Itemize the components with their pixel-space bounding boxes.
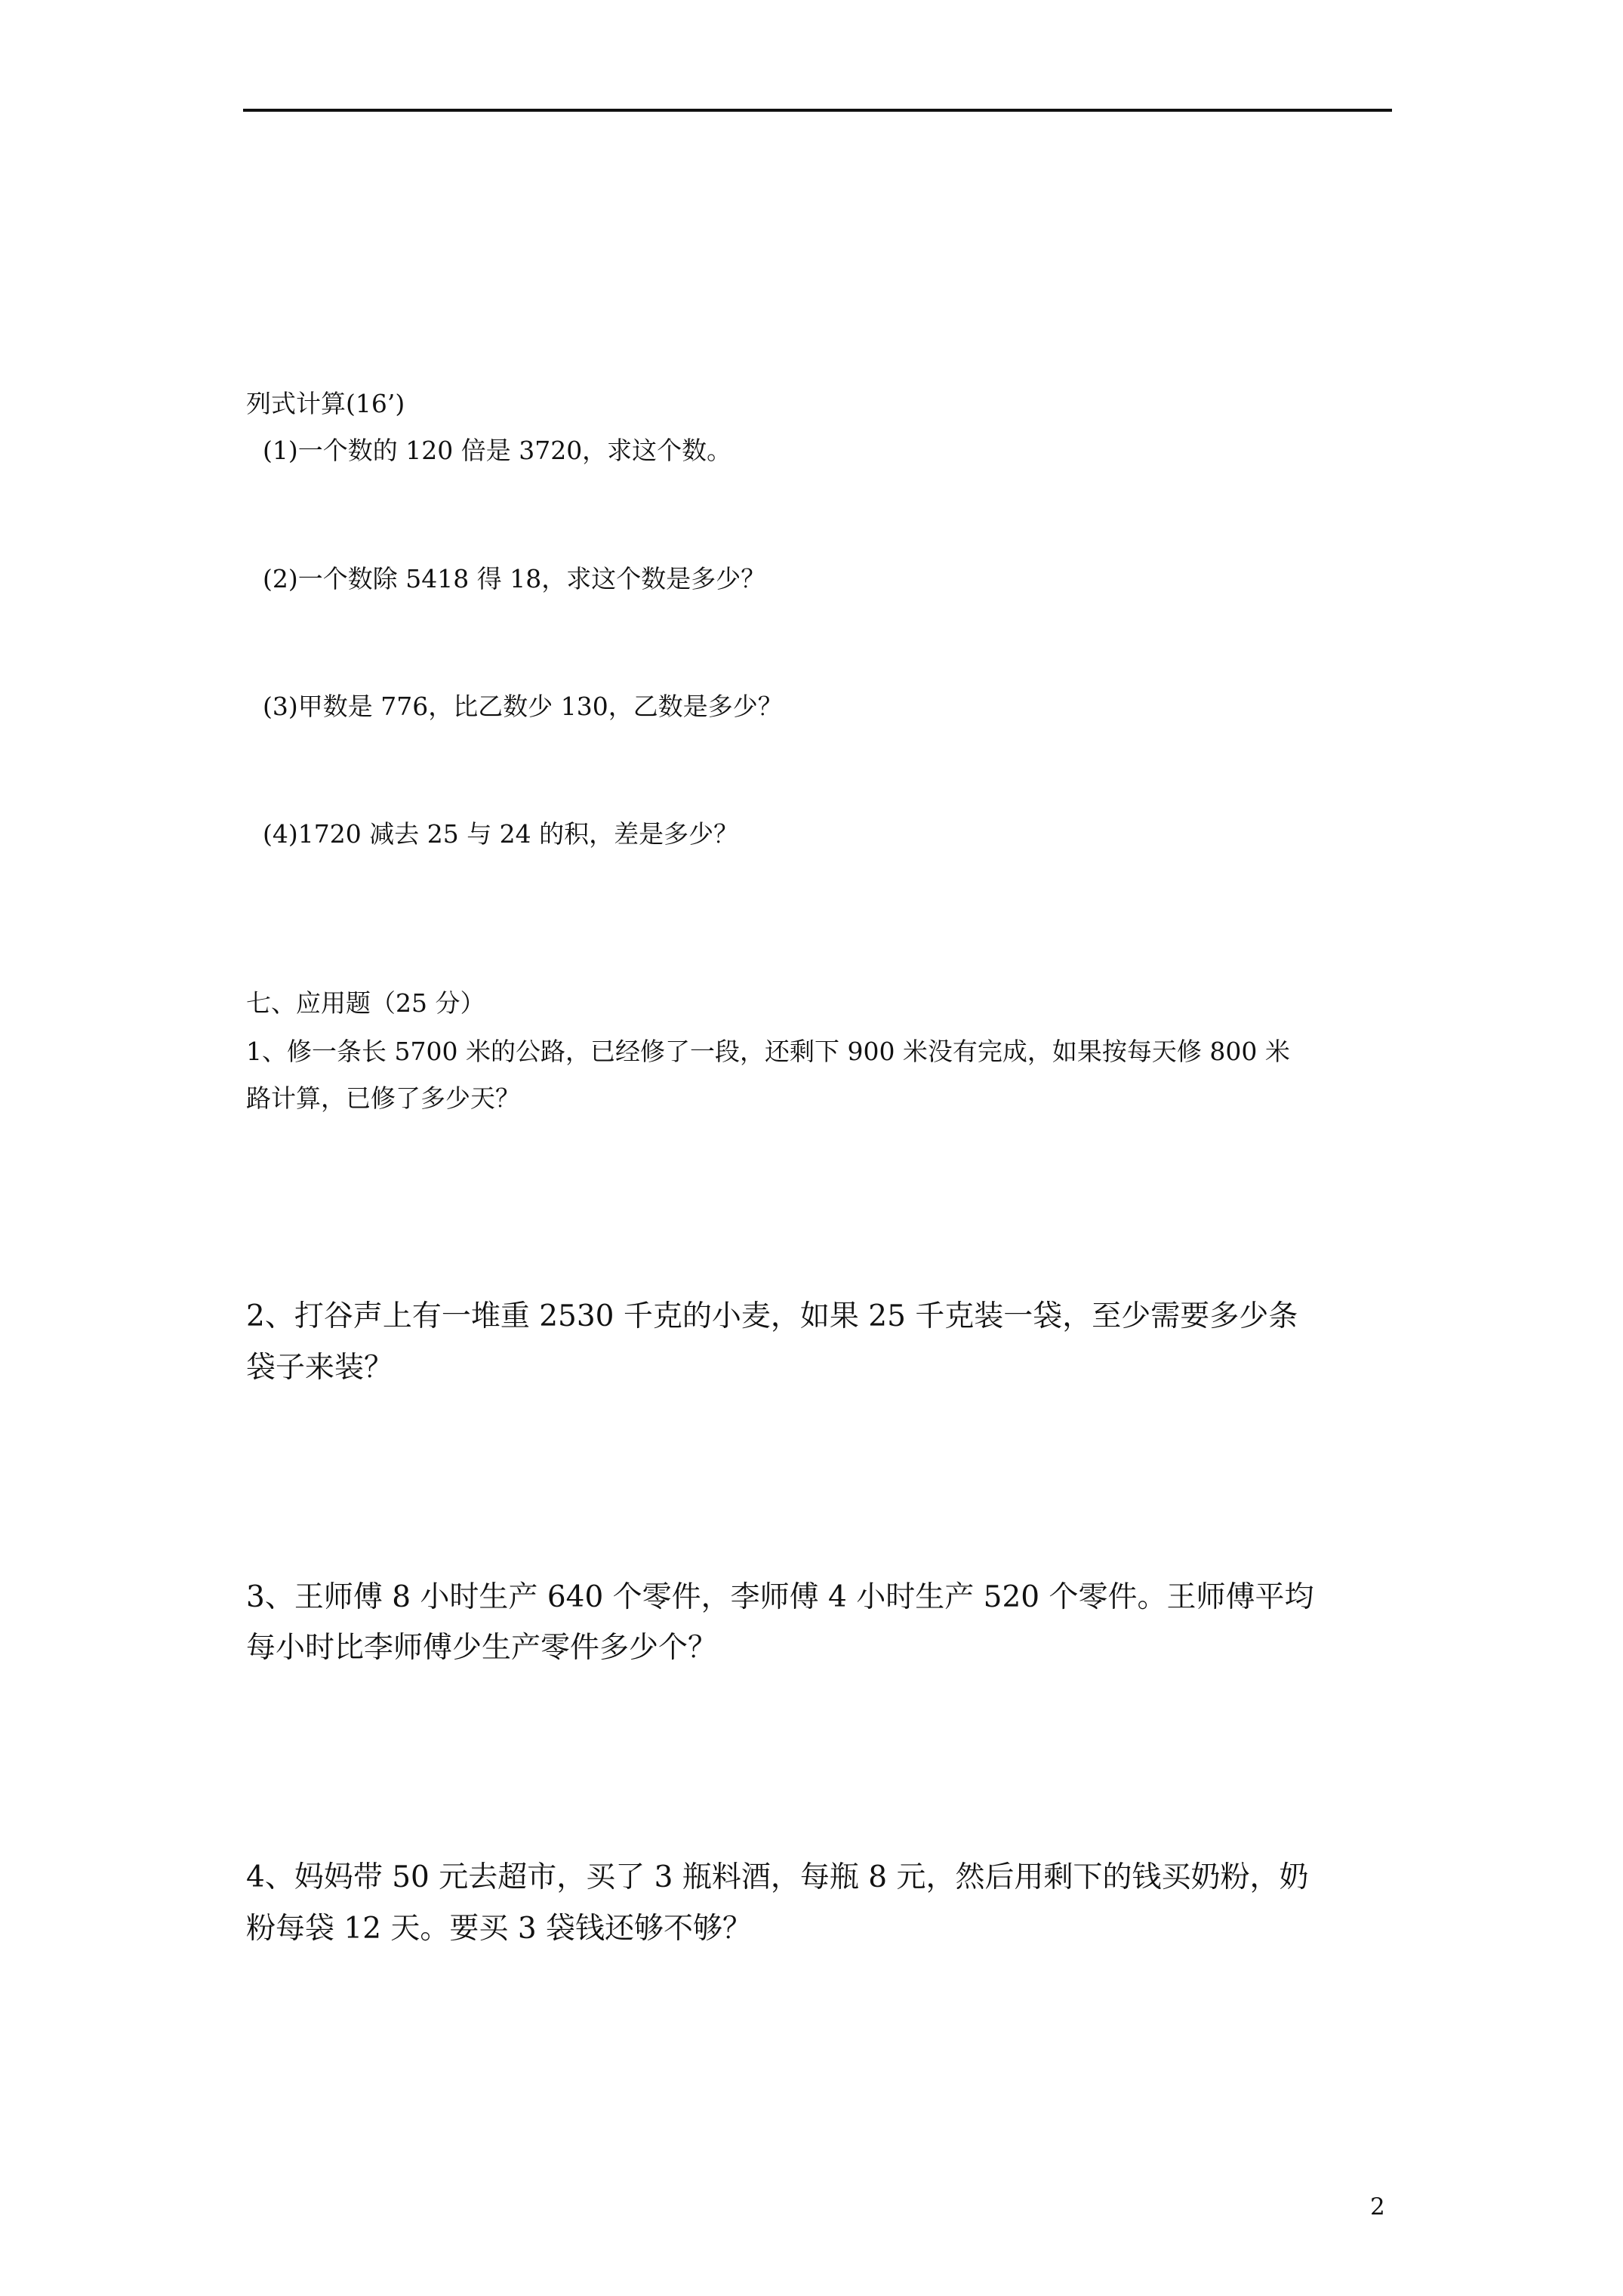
calculation-item-1: (1)一个数的 120 倍是 3720，求这个数。 (263, 436, 732, 465)
problem-1-line-1: 1、修一条长 5700 米的公路，已经修了一段，还剩下 900 米没有完成，如果按每天修 800 米 (246, 1037, 1290, 1066)
problem-3-line-1: 3、王师傅 8 小时生产 640 个零件，李师傅 4 小时生产 520 个零件。王师傅平均 (246, 1580, 1314, 1614)
problem-3-line-2: 每小时比李师傅少生产零件多少个？ (246, 1631, 718, 1665)
section-heading-applications: 七、应用题（25 分） (246, 988, 485, 1018)
problem-2-line-2: 袋子来装？ (246, 1351, 394, 1385)
calculation-item-2: (2)一个数除 5418 得 18，求这个数是多少？ (263, 564, 766, 593)
section-heading-calculation: 列式计算(16’) (246, 389, 405, 418)
problem-4-line-2: 粉每袋 12 天。要买 3 袋钱还够不够？ (246, 1912, 753, 1946)
calculation-item-4: (4)1720 减去 25 与 24 的积，差是多少？ (263, 819, 739, 849)
problem-1-line-2: 路计算，已修了多少天？ (246, 1083, 520, 1113)
problem-2-line-1: 2、打谷声上有一堆重 2530 千克的小麦，如果 25 千克装一袋，至少需要多少条 (246, 1299, 1298, 1333)
page-number: 2 (1370, 2193, 1385, 2220)
problem-4-line-1: 4、妈妈带 50 元去超市，买了 3 瓶料酒，每瓶 8 元，然后用剩下的钱买奶粉，奶 (246, 1860, 1309, 1894)
calculation-item-3: (3)甲数是 776，比乙数少 130，乙数是多少？ (263, 692, 783, 721)
header-rule (243, 109, 1392, 112)
